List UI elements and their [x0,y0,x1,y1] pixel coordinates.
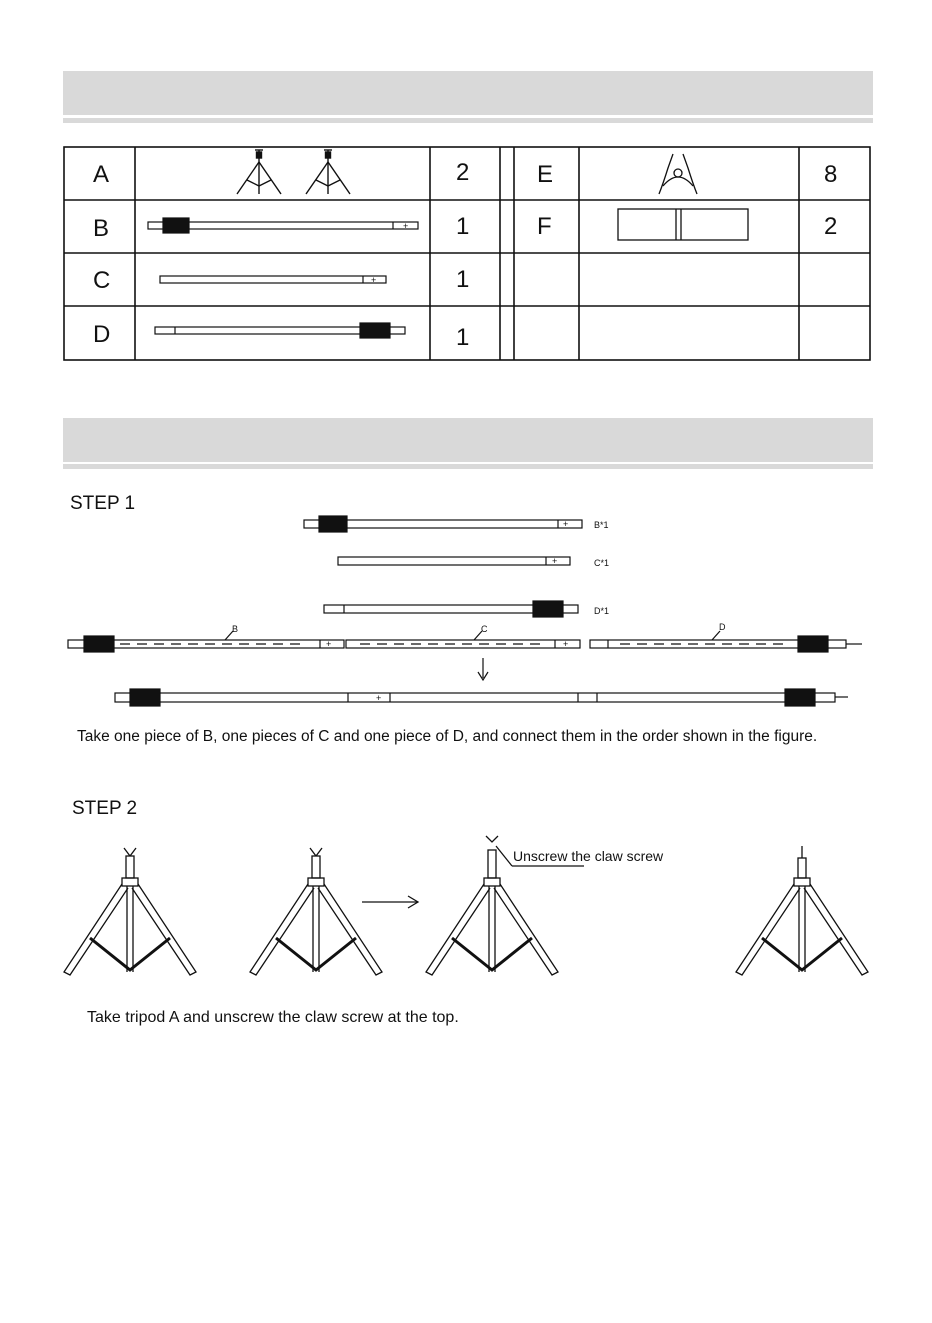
label-b-count: B*1 [594,520,609,530]
label-b: B [232,624,239,634]
svg-text:+: + [563,519,569,529]
label-c-count: C*1 [594,558,610,568]
claw-screw-callout: Unscrew the claw screw [513,848,664,864]
svg-text:+: + [563,639,569,649]
part-qty-c: 1 [456,266,470,293]
svg-text:+: + [376,693,382,703]
step2-title: STEP 2 [72,798,138,819]
svg-text:+: + [552,556,558,566]
svg-text:+: + [326,639,332,649]
part-qty-e: 8 [824,161,838,188]
label-c: C [481,624,488,634]
part-qty-b: 1 [456,213,470,240]
svg-text:+: + [371,275,377,285]
part-qty-d: 1 [456,324,470,351]
label-d-count: D*1 [594,606,610,616]
tripod-step-2 [250,848,382,975]
part-letter-e: E [537,161,554,188]
step2-caption: Take tripod A and unscrew the claw screw at the top. [87,1009,459,1026]
svg-text:+: + [403,221,409,231]
tripod-step-1 [64,848,196,975]
part-letter-a: A [93,161,110,188]
label-d: D [719,622,726,632]
part-letter-f: F [537,213,552,240]
step1-title: STEP 1 [70,493,136,514]
tripod-step-4 [736,846,868,975]
part-qty-a: 2 [456,159,470,186]
step1-caption: Take one piece of B, one pieces of C and one piece of D, and connect them in the order shown in the figure. [77,728,818,745]
part-letter-d: D [93,321,111,348]
part-letter-c: C [93,267,111,294]
part-qty-f: 2 [824,213,838,240]
part-letter-b: B [93,215,110,242]
